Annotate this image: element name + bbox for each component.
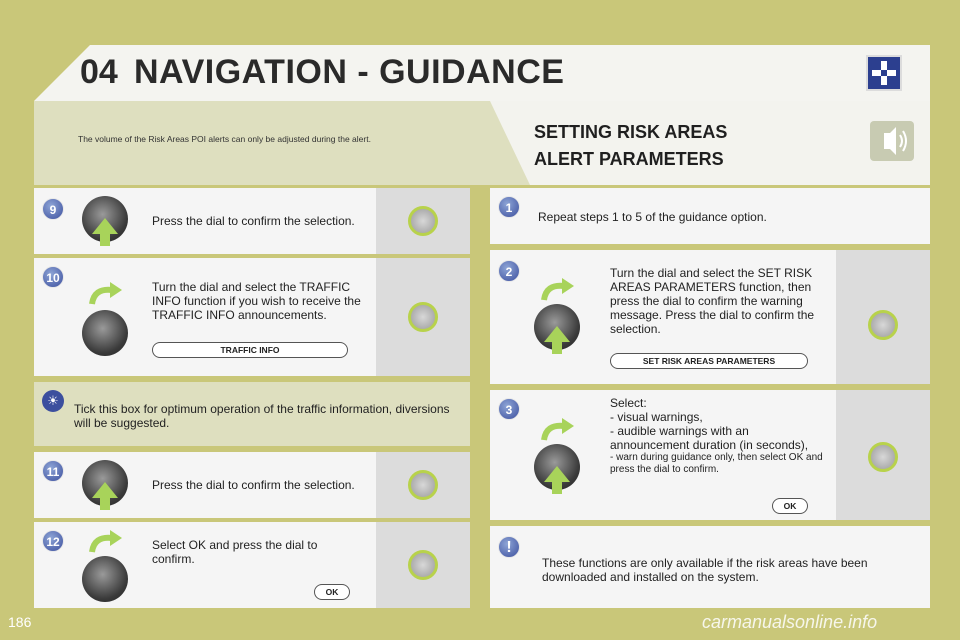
ok-label: OK xyxy=(772,498,808,514)
tip-box xyxy=(34,382,470,446)
turn-arrow-icon xyxy=(540,418,576,442)
intro-band xyxy=(34,101,930,185)
exclamation-icon: ! xyxy=(498,536,520,558)
section-notch xyxy=(490,101,530,185)
page-header xyxy=(34,45,930,101)
console-dial xyxy=(408,206,438,236)
step-2-panel xyxy=(490,250,930,384)
console-dial xyxy=(408,302,438,332)
dial-icon xyxy=(82,310,128,356)
step-text: Select OK and press the dial to confirm. xyxy=(152,538,318,566)
press-arrow-stem xyxy=(552,340,562,354)
console-dial xyxy=(408,550,438,580)
step-text: Turn the dial and select the SET RISK AREAS PARAMETERS function, then press the dial to confirm the warning message. Press the dial to confirm the selection. xyxy=(610,266,815,336)
ok-label: OK xyxy=(314,584,350,600)
turn-arrow-icon xyxy=(88,282,124,306)
console-image xyxy=(376,258,470,376)
press-arrow-stem xyxy=(552,480,562,494)
step-12-panel xyxy=(34,522,470,608)
select-label: Select: xyxy=(610,396,647,410)
watermark: carmanualsonline.info xyxy=(702,612,878,632)
step-number: 9 xyxy=(42,198,64,220)
section-title xyxy=(534,119,727,173)
sound-waves-icon xyxy=(870,121,914,161)
step-text: Repeat steps 1 to 5 of the guidance option. xyxy=(538,210,767,224)
step-number: 10 xyxy=(42,266,64,288)
option-guidance-only: - warn during guidance only, then select OK and press the dial to confirm. xyxy=(610,452,823,475)
turn-arrow-icon xyxy=(88,530,124,554)
step-number: 11 xyxy=(42,460,64,482)
press-arrow-icon xyxy=(544,466,570,482)
step-text: Turn the dial and select the TRAFFIC INFO function if you wish to receive the TRAFFIC INFO announcements. xyxy=(152,280,361,322)
step-number: 12 xyxy=(42,530,64,552)
console-image xyxy=(376,522,470,608)
step-text: Press the dial to confirm the selection. xyxy=(152,214,355,228)
section-title-line1: SETTING RISK AREAS xyxy=(534,122,728,142)
console-dial xyxy=(868,442,898,472)
step-9-panel xyxy=(34,188,470,254)
console-dial xyxy=(408,470,438,500)
chapter-number: 04 xyxy=(80,53,118,91)
option-visual: - visual warnings, xyxy=(610,410,703,424)
page-title: NAVIGATION - GUIDANCE xyxy=(134,53,565,91)
section-header xyxy=(490,101,930,185)
press-arrow-icon xyxy=(92,482,118,498)
lightbulb-icon: ☀ xyxy=(42,390,64,412)
step-3-panel xyxy=(490,390,930,520)
press-arrow-stem xyxy=(100,496,110,510)
set-risk-areas-label: SET RISK AREAS PARAMETERS xyxy=(610,353,808,369)
turn-arrow-icon xyxy=(540,278,576,302)
console-image xyxy=(836,390,930,520)
warning-panel xyxy=(490,526,930,608)
console-image xyxy=(376,188,470,254)
console-image xyxy=(376,452,470,518)
step-10-panel xyxy=(34,258,470,376)
press-arrow-stem xyxy=(100,232,110,246)
step-11-panel xyxy=(34,452,470,518)
step-number: 1 xyxy=(498,196,520,218)
console-dial xyxy=(868,310,898,340)
press-arrow-icon xyxy=(92,218,118,234)
step-number: 2 xyxy=(498,260,520,282)
press-arrow-icon xyxy=(544,326,570,342)
step-text: Press the dial to confirm the selection. xyxy=(152,478,355,492)
console-image xyxy=(836,250,930,384)
intro-note: The volume of the Risk Areas POI alerts can only be adjusted during the alert. xyxy=(78,134,371,144)
step-1-panel xyxy=(490,188,930,244)
tip-text: Tick this box for optimum operation of the traffic information, diversions will be suggested. xyxy=(74,402,450,430)
dial-icon xyxy=(82,556,128,602)
section-title-line2: ALERT PARAMETERS xyxy=(534,149,724,169)
step-number: 3 xyxy=(498,398,520,420)
step-text xyxy=(610,396,826,476)
page-number: 186 xyxy=(8,614,32,630)
navigation-cross-icon xyxy=(866,55,902,91)
warning-text: These functions are only available if the risk areas have been downloaded and installed on the system. xyxy=(542,556,868,584)
option-audible: - audible warnings with an announcement duration (in seconds), xyxy=(610,424,809,452)
traffic-info-label: TRAFFIC INFO xyxy=(152,342,348,358)
